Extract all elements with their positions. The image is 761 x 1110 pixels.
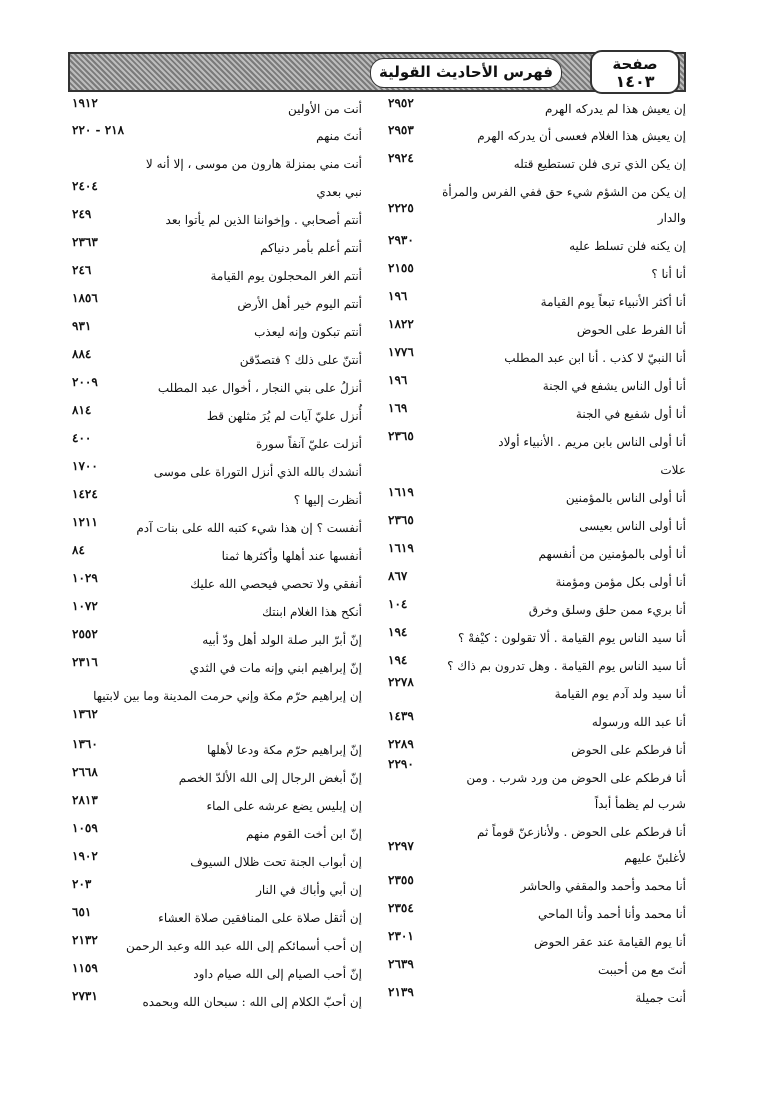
hadith-number: ١٠٢٩ — [72, 571, 98, 585]
hadith-text: شرب لم يظمأ أبداً — [594, 797, 686, 811]
hadith-text: أنا أولى الناس بالمؤمنين — [565, 491, 686, 505]
hadith-number: ١٠٤ — [388, 597, 408, 611]
hadith-number: ١٤٢٤ — [72, 487, 98, 501]
hadith-text: أنا سيد الناس يوم القيامة . وهل تدرون بم ذاك ؟ — [447, 659, 686, 673]
hadith-number: ١٩٤ — [388, 653, 408, 667]
hadith-text: إنّ أبغض الرجال إلى الله الألدّ الخصم — [178, 771, 362, 785]
hadith-text: أنكح هذا الغلام ابنتك — [262, 605, 362, 619]
index-entry — [388, 675, 686, 707]
hadith-number: ٢٣٦٣ — [72, 235, 98, 249]
hadith-text: إن إبليس يضع عرشه على الماء — [206, 799, 362, 813]
index-entry — [388, 791, 686, 817]
index-entry — [72, 487, 362, 513]
hadith-number: ١٩٦ — [388, 289, 408, 303]
index-entry — [388, 123, 686, 149]
hadith-number: ١٦١٩ — [388, 485, 414, 499]
hadith-number: ١٧٠٠ — [72, 459, 98, 473]
index-entry — [72, 571, 362, 597]
hadith-number: ١٨٥٦ — [72, 291, 98, 305]
hadith-text: نبي بعدي — [316, 185, 362, 199]
hadith-text: أنفقي ولا تحصي فيحصي الله عليك — [190, 577, 362, 591]
page-header — [68, 52, 686, 92]
hadith-number: ٦٥١ — [72, 905, 92, 919]
index-entry — [388, 901, 686, 927]
hadith-text: أنا أول الناس يشفع في الجنة — [542, 379, 686, 393]
hadith-text: إن إبراهيم حرّم مكة وإني حرمت المدينة وما بين لابتيها — [93, 689, 362, 703]
index-entry — [388, 179, 686, 205]
hadith-text: أنتم الغر المحجلون يوم القيامة — [210, 269, 362, 283]
hadith-number: ٢٠٠٩ — [72, 375, 98, 389]
index-entry — [72, 179, 362, 205]
hadith-text: أنفست ؟ إن هذا شيء كتبه الله على بنات آدم — [136, 521, 362, 535]
hadith-number: ٨٦٧ — [388, 569, 408, 583]
hadith-number: ٨٨٤ — [72, 347, 92, 361]
hadith-number: ٢٤٩ — [72, 207, 92, 221]
hadith-number: ٢٠٣ — [72, 877, 92, 891]
hadith-text: أنا أول شفيع في الجنة — [575, 407, 686, 421]
hadith-number: ١٩٤ — [388, 625, 408, 639]
hadith-number: ٢٣٥٥ — [388, 873, 414, 887]
index-entry — [388, 151, 686, 177]
hadith-number: ٢٣٠١ — [388, 929, 414, 943]
hadith-text: إنّ أحب الصيام إلى الله صيام داود — [193, 967, 362, 981]
index-entry — [72, 291, 362, 317]
hadith-text: أنا الفرط على الحوض — [576, 323, 686, 337]
index-entry — [72, 459, 362, 485]
hadith-number: ١٢١١ — [72, 515, 98, 529]
index-entry — [72, 235, 362, 261]
index-entry — [388, 429, 686, 455]
hadith-text: أنا أكثر الأنبياء تبعاً يوم القيامة — [540, 295, 686, 309]
index-entry — [388, 757, 686, 791]
index-entry — [388, 819, 686, 845]
hadith-text: أنا النبيّ لا كذب . أنا ابن عبد المطلب — [504, 351, 686, 365]
hadith-text: أنا أولى الناس بعيسى — [579, 519, 686, 533]
hadith-text: أنا فرطكم على الحوض من ورد شرب . ومن — [466, 771, 686, 785]
index-entry — [72, 765, 362, 791]
index-entry — [72, 151, 362, 177]
hadith-text: أنا سيد ولد آدم يوم القيامة — [554, 687, 686, 701]
hadith-text: أنا أنا ؟ — [651, 267, 686, 281]
hadith-number: ٢٣٥٤ — [388, 901, 414, 915]
hadith-number: ٢٢٧٨ — [388, 675, 414, 689]
index-entry — [388, 929, 686, 955]
index-entry — [72, 683, 362, 709]
index-entry — [72, 793, 362, 819]
index-entry — [72, 737, 362, 763]
index-entry — [388, 401, 686, 427]
index-entry — [388, 569, 686, 595]
index-entry — [72, 375, 362, 401]
page-number-box — [590, 50, 680, 94]
index-entry — [388, 653, 686, 679]
index-entry — [388, 957, 686, 983]
hadith-text: أنتم اليوم خير أهل الأرض — [237, 297, 362, 311]
hadith-number: ٢٣١٦ — [72, 655, 98, 669]
hadith-number: ٢٢٩٧ — [388, 839, 414, 853]
hadith-text: أنا يوم القيامة عند عقر الحوض — [534, 935, 686, 949]
index-entry — [388, 985, 686, 1011]
index-entry — [388, 96, 686, 122]
hadith-number: ١٣٦٠ — [72, 737, 98, 751]
hadith-text: أنا فرطكم على الحوض — [571, 743, 686, 757]
hadith-number: ٢٩٣٠ — [388, 233, 414, 247]
index-entry — [72, 599, 362, 625]
hadith-number: ٢٢٩٠ — [388, 757, 414, 771]
hadith-text: أنتم أعلم بأمر دنياكم — [260, 241, 362, 255]
hadith-number: ٢٤٦ — [72, 263, 92, 277]
hadith-number: ٢٩٢٤ — [388, 151, 414, 165]
hadith-text: إن يكنه فلن تسلط عليه — [569, 239, 686, 253]
hadith-text: أنفسها عند أهلها وأكثرها ثمنا — [221, 549, 362, 563]
hadith-number: ١٩٠٢ — [72, 849, 98, 863]
index-entry — [72, 961, 362, 987]
hadith-text: أنا عبد الله ورسوله — [591, 715, 686, 729]
hadith-number: ٢٧٣١ — [72, 989, 98, 1003]
hadith-number: ١١٥٩ — [72, 961, 98, 975]
index-entry — [388, 345, 686, 371]
hadith-text: إن يعيش هذا الغلام فعسى أن يدركه الهرم — [477, 129, 686, 143]
index-entry — [72, 821, 362, 847]
hadith-number: ٢٣٦٥ — [388, 429, 414, 443]
index-entry — [72, 515, 362, 541]
hadith-number: ٢٨١٣ — [72, 793, 98, 807]
hadith-text: إن يكن من الشؤم شيء حق ففي الفرس والمرأة — [442, 185, 686, 199]
hadith-number: ٢٦٣٩ — [388, 957, 414, 971]
index-entry — [72, 319, 362, 345]
index-entry — [72, 431, 362, 457]
hadith-number: ٢١٨ - ٢٢٠ — [72, 123, 125, 137]
hadith-text: إنّ ابن أخت القوم منهم — [245, 827, 362, 841]
page-label: صفحة — [612, 55, 658, 73]
hadith-number: ٢٩٥٢ — [388, 96, 414, 110]
index-entry — [388, 873, 686, 899]
hadith-number: ٢٩٥٣ — [388, 123, 414, 137]
hadith-number: ٨٤ — [72, 543, 85, 557]
hadith-number: ٢٢٨٩ — [388, 737, 414, 751]
hadith-text: أنتم تبكون وإنه ليعذب — [254, 325, 362, 339]
index-entry — [388, 373, 686, 399]
index-entry — [388, 513, 686, 539]
hadith-number: ٢١٣٩ — [388, 985, 414, 999]
hadith-text: أنا فرطكم على الحوض . ولأنازعنّ قوماً ثم — [476, 825, 686, 839]
index-entry — [72, 543, 362, 569]
hadith-text: أنزلت عليّ آنفاً سورة — [255, 437, 362, 451]
index-entry — [72, 933, 362, 959]
index-entry — [72, 655, 362, 681]
hadith-number: ١٦١٩ — [388, 541, 414, 555]
hadith-text: أنا أولى بكل مؤمن ومؤمنة — [555, 575, 686, 589]
index-entry — [72, 709, 362, 735]
index-entry — [72, 905, 362, 931]
hadith-text: إنّ إبراهيم حرّم مكة ودعا لأهلها — [206, 743, 362, 757]
index-title: فهرس الأحاديث القولية — [370, 58, 562, 88]
hadith-text: أنا بريء ممن حلق وسلق وخرق — [528, 603, 686, 617]
hadith-text: والدار — [657, 211, 686, 225]
hadith-number: ١٤٣٩ — [388, 709, 414, 723]
hadith-number: ١٧٧٦ — [388, 345, 414, 359]
index-entry — [72, 403, 362, 429]
hadith-text: علات — [660, 463, 686, 477]
hadith-text: أُنزل عليّ آيات لم يُرَ مثلهن قط — [206, 409, 362, 423]
index-entry — [388, 625, 686, 651]
index-entry — [388, 709, 686, 735]
hadith-text: إن يعيش هذا لم يدركه الهرم — [544, 102, 686, 116]
index-entry — [388, 737, 686, 763]
hadith-text: إن يكن الذي ترى فلن تستطيع قتله — [513, 157, 686, 171]
hadith-number: ٢٤٠٤ — [72, 179, 98, 193]
hadith-text: أنا سيد الناس يوم القيامة . ألا تقولون : كيْفهْ ؟ — [457, 631, 686, 645]
hadith-text: لأغلبنّ عليهم — [624, 851, 686, 865]
hadith-text: أنتم أصحابي . وإخواننا الذين لم يأتوا بعد — [165, 213, 362, 227]
index-entry — [388, 201, 686, 231]
hadith-number: ١٠٧٢ — [72, 599, 98, 613]
hadith-number: ٢١٣٢ — [72, 933, 98, 947]
index-entry — [72, 123, 362, 149]
index-entry — [388, 541, 686, 567]
hadith-text: أنت من الأولين — [287, 102, 362, 116]
index-entry — [72, 989, 362, 1015]
index-entry — [388, 317, 686, 343]
index-entry — [72, 627, 362, 653]
hadith-number: ٤٠٠ — [72, 431, 92, 445]
index-entry — [72, 877, 362, 903]
index-entry — [388, 597, 686, 623]
hadith-text: إنّ إبراهيم ابني وإنه مات في الثدي — [189, 661, 362, 675]
index-entry — [72, 849, 362, 875]
hadith-number: ٢٦٦٨ — [72, 765, 98, 779]
hadith-number: ٢١٥٥ — [388, 261, 414, 275]
hadith-text: إنّ أبرّ البر صلة الولد أهل ودّ أبيه — [202, 633, 362, 647]
index-entry — [72, 207, 362, 233]
hadith-text: أنت مني بمنزلة هارون من موسى ، إلا أنه لا — [145, 157, 362, 171]
hadith-text: أنتنّ على ذلك ؟ فتصدّقن — [239, 353, 362, 367]
hadith-number: ١٦٩ — [388, 401, 408, 415]
hadith-text: أنظرت إليها ؟ — [293, 493, 362, 507]
hadith-text: أنزلُ على بني النجار ، أخوال عبد المطلب — [157, 381, 362, 395]
hadith-number: ٨١٤ — [72, 403, 92, 417]
hadith-text: إن أحب أسمائكم إلى الله عبد الله وعبد الرحمن — [126, 939, 362, 953]
hadith-text: أنتَ مع من أحببت — [597, 963, 686, 977]
index-entry — [388, 261, 686, 287]
hadith-number: ١٩١٢ — [72, 96, 98, 110]
hadith-text: أنا أولى بالمؤمنين من أنفسهم — [538, 547, 686, 561]
hadith-number: ٢٣٦٥ — [388, 513, 414, 527]
hadith-text: أنا أولى الناس بابن مريم . الأنبياء أولاد — [498, 435, 686, 449]
hadith-number: ٩٣١ — [72, 319, 92, 333]
hadith-number: ١٨٢٢ — [388, 317, 414, 331]
hadith-text: إن أبي وأباك في النار — [256, 883, 362, 897]
hadith-text: إن أثقل صلاة على المنافقين صلاة العشاء — [158, 911, 362, 925]
hadith-number: ١٩٦ — [388, 373, 408, 387]
hadith-number: ٢٥٥٢ — [72, 627, 98, 641]
index-entry — [388, 233, 686, 259]
hadith-text: إن أحبّ الكلام إلى الله : سبحان الله وبحمده — [142, 995, 362, 1009]
page-number: ١٤٠٣ — [615, 72, 655, 91]
index-entry — [388, 485, 686, 511]
hadith-text: أنت جميلة — [635, 991, 686, 1005]
hadith-text: أنشدك بالله الذي أنزل التوراة على موسى — [153, 465, 362, 479]
index-entry — [72, 263, 362, 289]
index-entry — [388, 839, 686, 871]
index-entry — [388, 457, 686, 483]
hadith-text: أنتَ منهم — [316, 129, 362, 143]
index-entry — [388, 289, 686, 315]
index-entry — [72, 96, 362, 122]
index-entry — [72, 347, 362, 373]
hadith-text: إن أبواب الجنة تحت ظلال السيوف — [190, 855, 362, 869]
hadith-text: أنا محمد وأنا أحمد وأنا الماحي — [537, 907, 686, 921]
hadith-text: أنا محمد وأحمد والمقفي والحاشر — [520, 879, 686, 893]
hadith-number: ٢٢٢٥ — [388, 201, 414, 215]
hadith-number: ١٠٥٩ — [72, 821, 98, 835]
hadith-number: ١٣٦٢ — [72, 707, 98, 721]
